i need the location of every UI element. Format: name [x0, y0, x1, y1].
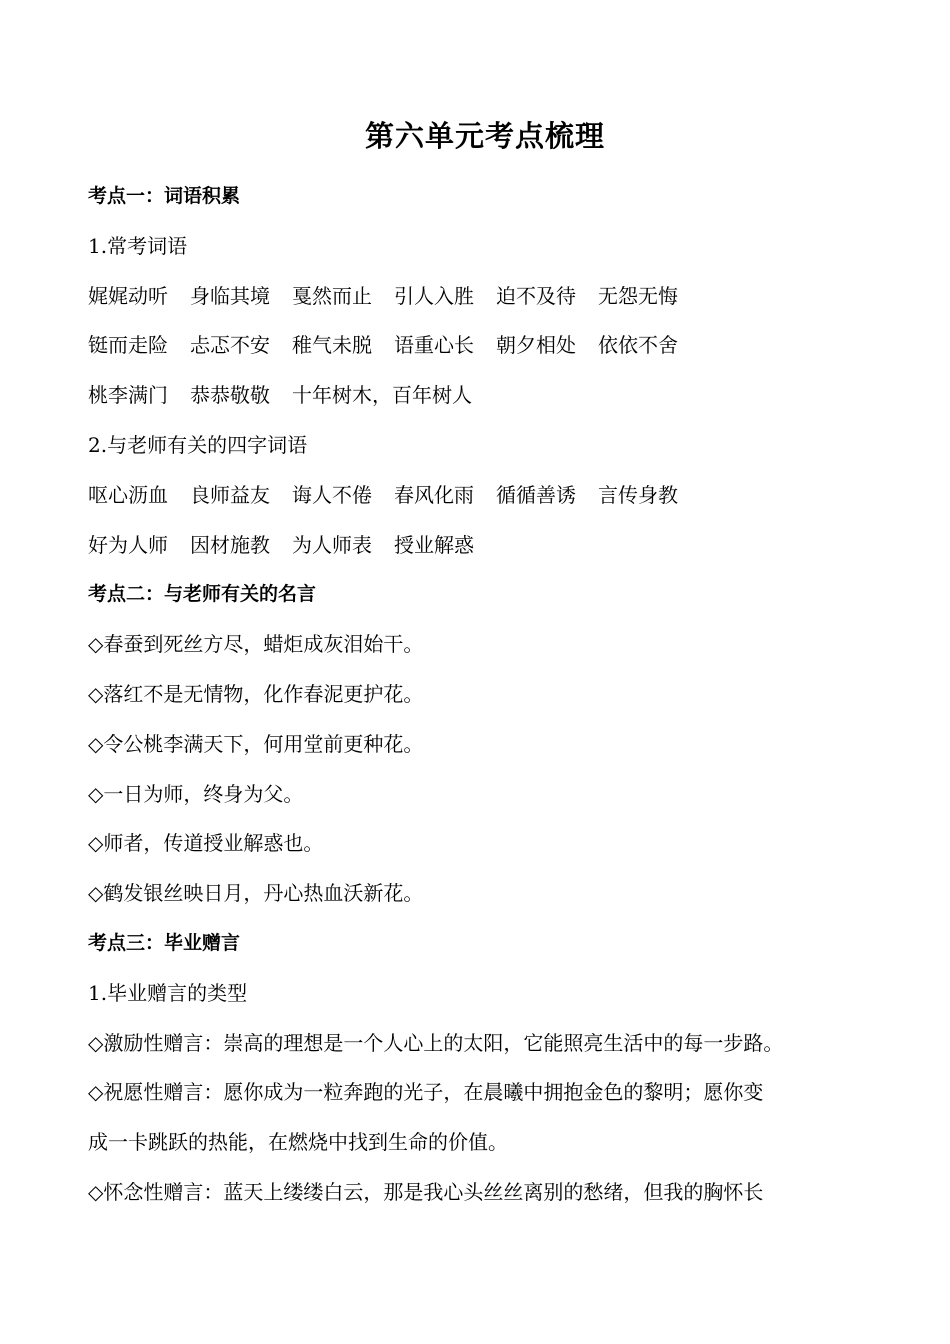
word-item: 因材施教 — [190, 532, 270, 557]
word-item: 迫不及待 — [496, 283, 576, 308]
word-item: 言传身教 — [598, 482, 678, 507]
quote-line: ◇落红不是无情物，化作春泥更护花。 — [88, 681, 424, 706]
word-item: 娓娓动听 — [88, 283, 168, 308]
quote-line: ◇鹤发银丝映日月，丹心热血沃新花。 — [88, 881, 424, 906]
word-item: 无怨无悔 — [598, 283, 678, 308]
word-item: 戛然而止 — [292, 283, 372, 308]
section-heading-3: 考点三：毕业赠言 — [88, 931, 241, 954]
word-row-5 — [88, 521, 878, 571]
quote-line: ◇春蚕到死丝方尽，蜡炬成灰泪始干。 — [88, 632, 424, 657]
word-item: 引人入胜 — [394, 283, 474, 308]
subheading-common-words: 1.常考词语 — [88, 233, 188, 258]
message-line: ◇怀念性赠言：蓝天上缕缕白云，那是我心头丝丝离别的愁绪，但我的胸怀长 — [88, 1179, 764, 1204]
quote-line: ◇一日为师，终身为父。 — [88, 781, 304, 806]
word-item: 春风化雨 — [394, 482, 474, 507]
page-title: 第六单元考点梳理 — [364, 119, 605, 153]
quote-line: ◇师者，传道授业解惑也。 — [88, 831, 324, 856]
word-item: 恭恭敬敬 — [190, 383, 270, 408]
subheading-teacher-words: 2.与老师有关的四字词语 — [88, 432, 308, 457]
word-item: 朝夕相处 — [496, 333, 576, 358]
word-item: 稚气未脱 — [292, 333, 372, 358]
word-item: 忐忑不安 — [190, 333, 270, 358]
word-item: 十年树木，百年树人 — [292, 383, 472, 408]
word-row-3 — [88, 371, 878, 421]
word-item: 良师益友 — [190, 482, 270, 507]
section-heading-1: 考点一：词语积累 — [88, 185, 241, 207]
message-line: ◇激励性赠言：崇高的理想是一个人心上的太阳，它能照亮生活中的每一步路。 — [88, 1030, 784, 1055]
word-row-2 — [88, 321, 878, 371]
word-row-4 — [88, 471, 878, 521]
word-item: 依依不舍 — [598, 333, 678, 358]
message-line: ◇祝愿性赠言：愿你成为一粒奔跑的光子，在晨曦中拥抱金色的黎明；愿你变 — [88, 1080, 764, 1105]
word-row-1 — [88, 272, 878, 322]
word-item: 循循善诱 — [496, 482, 576, 507]
word-item: 铤而走险 — [88, 333, 168, 358]
word-item: 语重心长 — [394, 333, 474, 358]
quote-line: ◇令公桃李满天下，何用堂前更种花。 — [88, 731, 424, 756]
subheading-message-types: 1.毕业赠言的类型 — [88, 980, 248, 1005]
word-item: 诲人不倦 — [292, 482, 372, 507]
document-page — [88, 112, 878, 1218]
word-item: 为人师表 — [292, 532, 372, 557]
section-heading-2: 考点二：与老师有关的名言 — [88, 583, 317, 606]
word-item: 桃李满门 — [88, 383, 168, 408]
word-item: 授业解惑 — [394, 532, 474, 557]
word-item: 身临其境 — [190, 283, 270, 308]
word-item: 呕心沥血 — [88, 482, 168, 507]
word-item: 好为人师 — [88, 532, 168, 557]
message-line: 成一卡跳跃的热能，在燃烧中找到生命的价值。 — [88, 1130, 508, 1155]
